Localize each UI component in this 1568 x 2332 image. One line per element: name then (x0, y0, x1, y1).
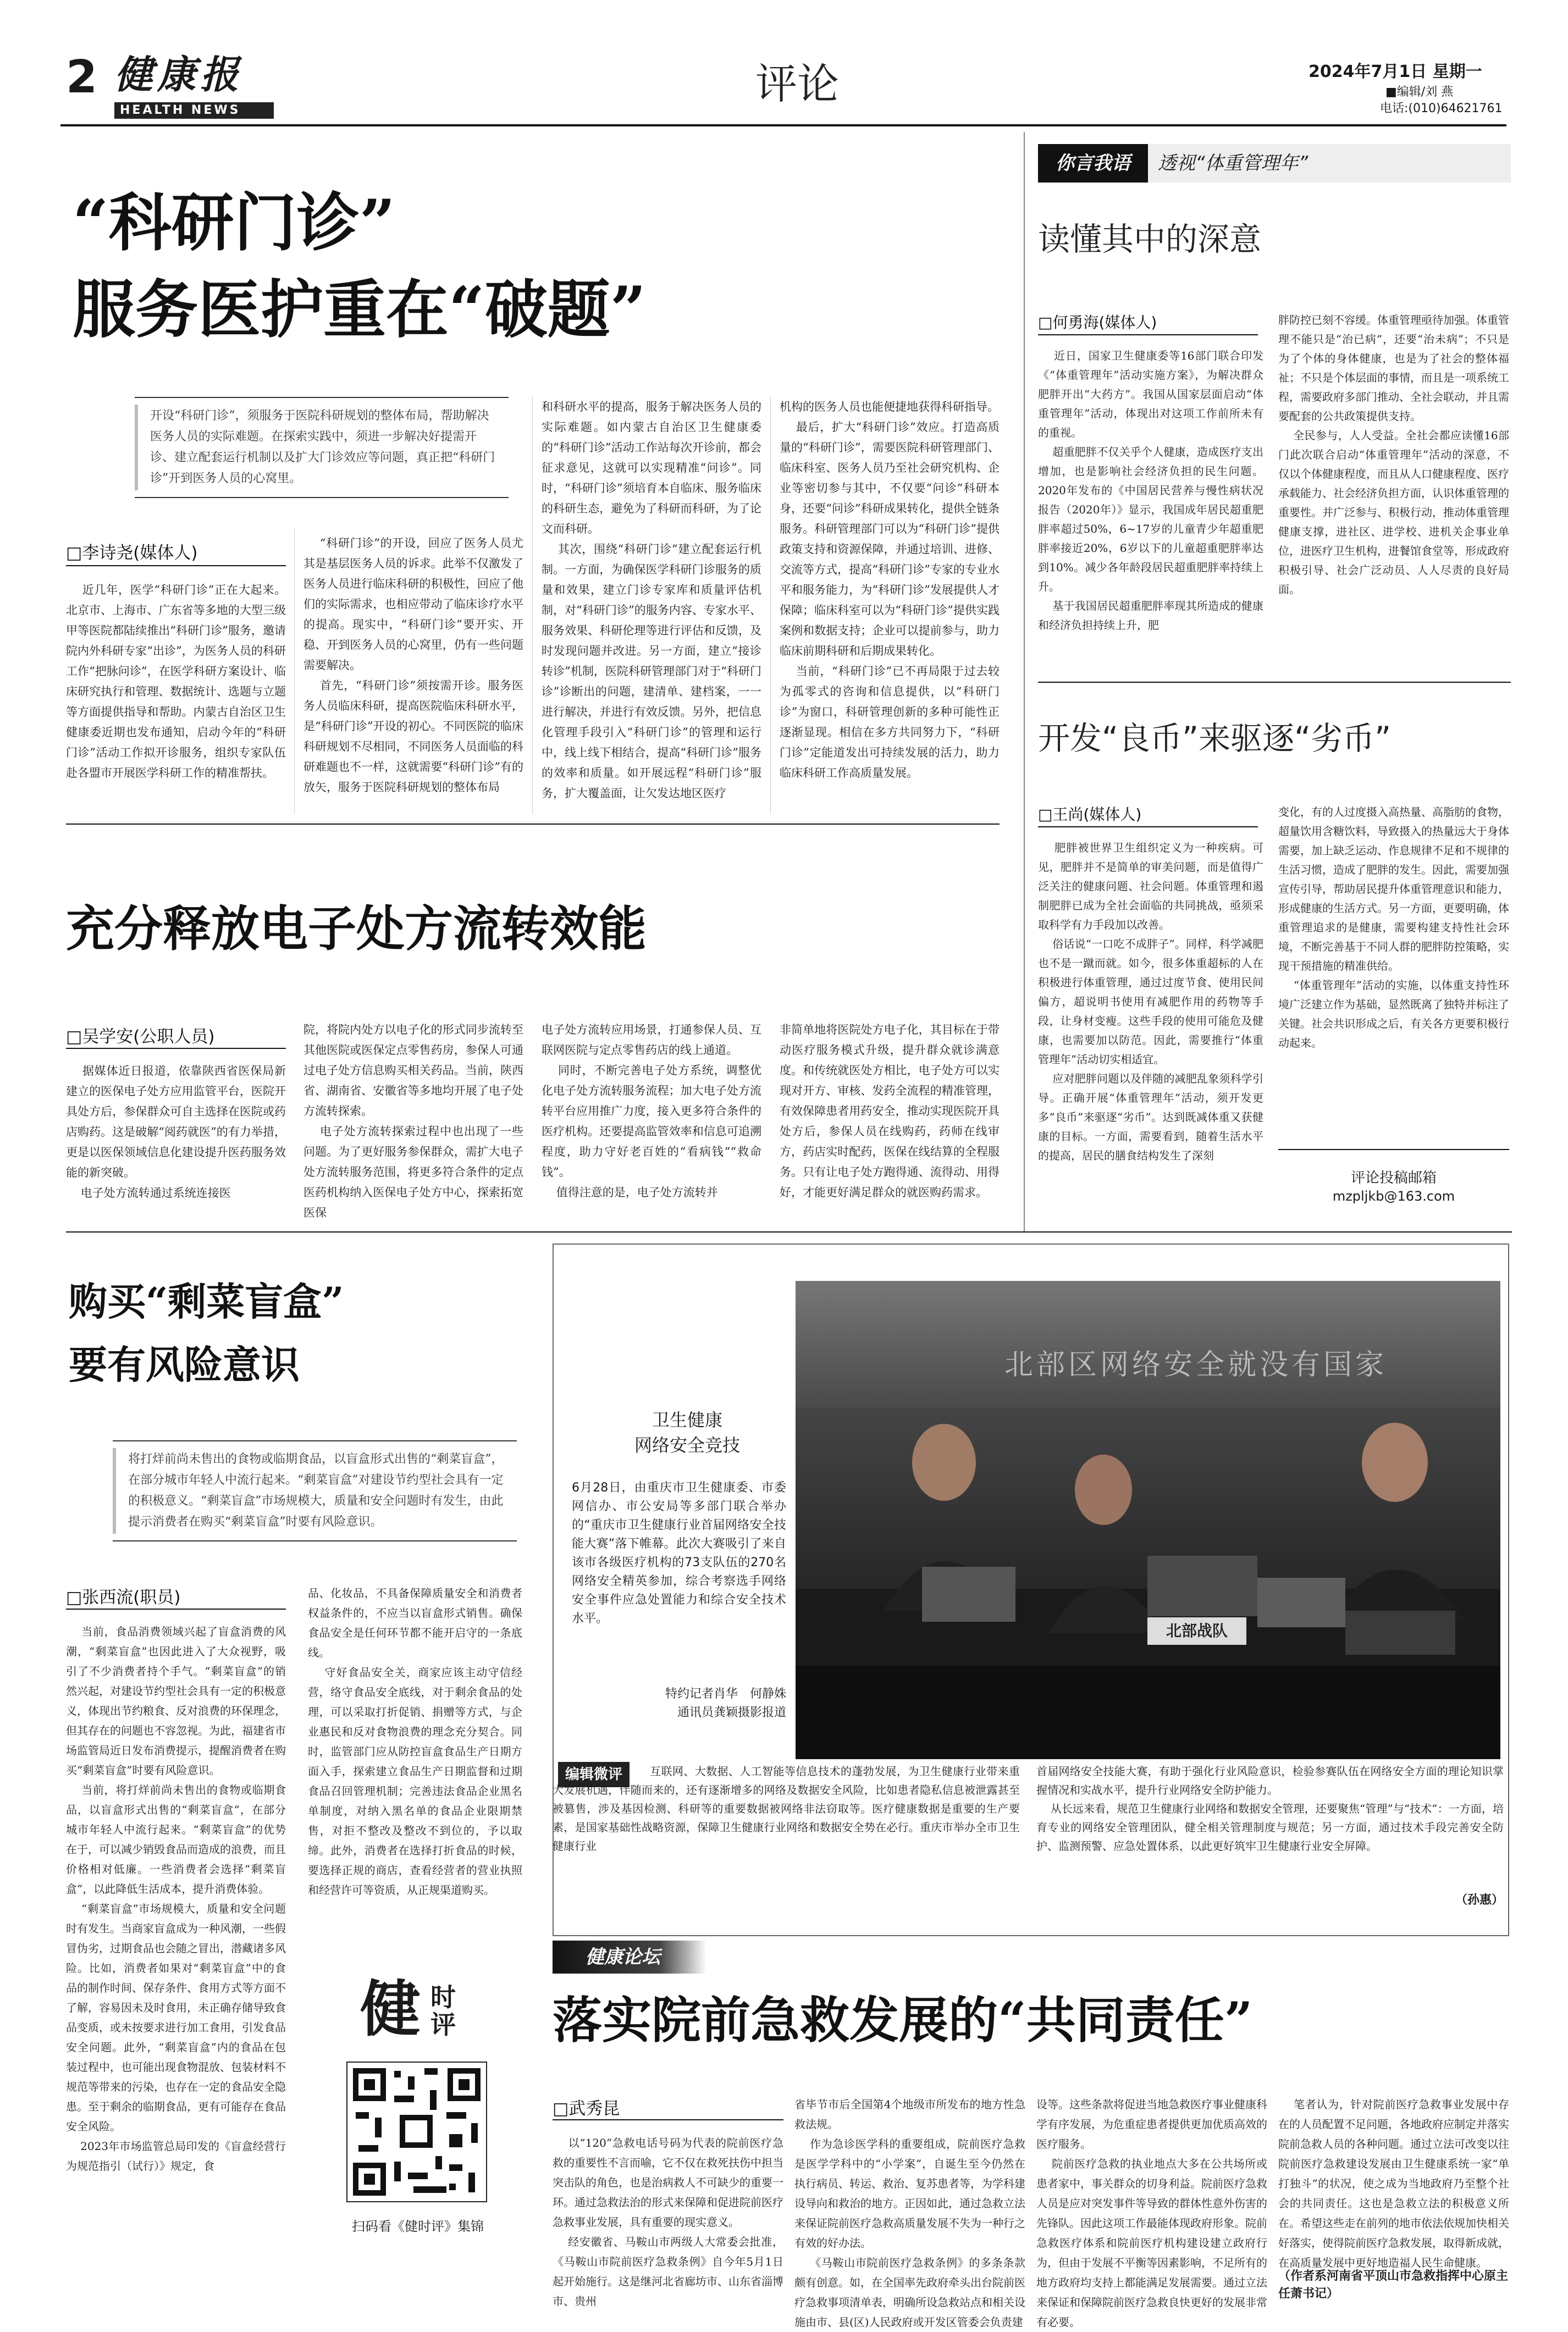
section-title: 评论 (755, 59, 839, 108)
headline-1: “科研门诊” (73, 186, 396, 259)
article-3-col-a: 近日，国家卫生健康委等16部门联合印发《“体重管理年”活动实施方案》，为解决群众肥胖开出“大药方”。我国从国家层面启动“体重管理年”活动，体现出对这项工作前所未有的重视。 超重肥胖不仅关乎个人健康，造成医疗支出增加，也是影响社会经济负担的民生问题。2020年发布的《中国居民营养与慢性病状况报告（2020年）》显示，我国成年居民超重肥胖率超过50%，6~17岁的儿童青少年超重肥胖率接近20%，6岁以下的儿童超重肥胖率达到10%。减少各年龄段居民超重肥胖率持续上升。 基于我国居民超重肥胖率现其所造成的健康和经济负担持续上升，肥 (1038, 349, 1263, 632)
banner-text: 透视“体重管理年” (1158, 152, 1308, 174)
abstract-1 (135, 397, 509, 498)
byline-rule-2 (66, 1048, 286, 1049)
badge-char: 健 (360, 1974, 421, 2044)
divider-a (294, 528, 295, 814)
masthead-logo (114, 54, 279, 119)
article-2-col-c: 电子处方流转应用场景，打通参保人员、互联网医院与定点零售药店的线上通道。 同时，不断完善电子处方系统，调整优化电子处方流转服务流程；加大电子处方流转平台应用推广力度，接入更多符合条件的医疗机构。还要提高监管效率和信息可追溯程度，助力守好老百姓的“看病钱”“救命钱”。 值得注意的是，电子处方流转并 (542, 1023, 762, 1199)
mail-label: 评论投稿邮箱 (1350, 1170, 1437, 1186)
phone: 电话:(010)64621761 (1380, 102, 1503, 115)
byline-4: □王尚(媒体人) (1038, 805, 1142, 824)
issue-date: 2024年7月1日 星期一 (1308, 62, 1482, 81)
contest-photo (796, 1281, 1500, 1759)
photo-caption-block (605, 1407, 770, 1458)
headline-4: 开发“良币”来驱逐“劣币” (1038, 720, 1392, 757)
headline-3: 读懂其中的深意 (1038, 220, 1262, 258)
qr-caption: 扫码看《健时评》集锦 (352, 2219, 484, 2234)
article-6-sign: （作者系河南省平顶山市急救指挥中心原主任萧书记） (1278, 2269, 1509, 2301)
mail-box (1278, 1149, 1509, 1215)
editors: ■编辑/刘 燕 (1385, 85, 1454, 99)
rule-2 (66, 1231, 1512, 1233)
byline-rule-5 (66, 1609, 286, 1610)
logo-cn: 健康报 (114, 52, 243, 97)
article-2-col-d: 非简单地将医院处方电子化，其目标在于带动医疗服务模式升级，提升群众就诊满意度。和传统就医处方相比，电子处方可以实现对开方、审核、发药全流程的精准管理，有效保障患者用药安全，推动实现医院开具处方后，参保人员在线购药，药师在线审方，药店实时配药，医保在线结算的全程服务。只有让电子处方跑得通、流得动、用得好，才能更好满足群众的就医购药需求。 (780, 1023, 1000, 1199)
col3-divider (1024, 132, 1025, 1231)
byline-rule-3 (1038, 334, 1258, 335)
headline-6: 落实院前急救发展的“共同责任” (553, 1991, 1253, 2049)
banner-tag: 你言我语 (1038, 144, 1148, 183)
page-number: 2 (66, 51, 98, 103)
forum-banner (1038, 144, 1511, 183)
byline-2: □吴学安(公职人员) (66, 1027, 215, 1047)
edit-note-col-b: 首届网络安全技能大赛，有助于强化行业风险意识，检验参赛队伍在网络安全方面的理论知识掌握情况和实战水平，提升行业网络安全防护能力。 从长远来看，规范卫生健康行业网络和数据安全管理，还要聚焦“管理”与“技术”：一方面，培育专业的网络安全管理团队，健全相关管理制度与规范；另一方面，通过技术手段完善安全防护、监测预警、应急处置体系，以此更好筑牢卫生健康行业安全屏障。 (1036, 1765, 1504, 1853)
abstract-5 (113, 1440, 517, 1541)
article-1-col-c: 和科研水平的提高，服务于解决医务人员的实际难题。如内蒙古自治区卫生健康委的“科研门诊”活动工作站每次开诊前，都会征求意见，这就可以实现精准“问诊”。同时，“科研门诊”须培育本自临床、服务临床的科研生态，避免为了科研而科研，为了论文而科研。 其次，围绕“科研门诊”建立配套运行机制。一方面，为确保医学科研门诊服务的质量和效果，建立门诊专家库和质量评估机制，对“科研门诊”的服务内容、专家水平、服务效果、科研伦理等进行评估和反馈，及时发现问题并改进。另一方面，建立“接诊转诊”机制，医院科研管理部门对于“科研门诊”诊断出的问题，建清单、建档案，一一进行解决，并进行有效反馈。另外，把信息化管理手段引入“科研门诊”的管理和运行中，线上线下相结合，提高“科研门诊”服务的效率和质量。如开展远程“科研门诊”服务，扩大覆盖面，让欠发达地区医疗 (542, 400, 761, 800)
byline-5: □张西流(职员) (66, 1588, 181, 1607)
byline-rule-4 (1038, 826, 1258, 827)
rule-1 (66, 824, 1000, 825)
article-6-col-d: 笔者认为，针对院前医疗急救事业发展中存在的人员配置不足问题，各地政府应制定并落实院前急救人员的各种问题。通过立法可改变以往院前医疗急救建设发展由卫生健康系统一家“单打独斗”的状况，使之成为当地政府乃至整个社会的共同责任。这也是急救立法的积极意义所在。希望这些走在前列的地市依法依规加快相关好落实，使得院前医疗急救发展，取得新成就，在高质量发展中更好地造福人民生命健康。 (1278, 2098, 1509, 2269)
byline-rule-6 (553, 2119, 783, 2120)
byline-rule-1 (66, 565, 286, 566)
divider-b (532, 396, 533, 814)
byline-3: □何勇海(媒体人) (1038, 313, 1157, 331)
logo-en: HEALTH NEWS (114, 102, 274, 119)
photo-title: 卫生健康 网络安全竞技 (634, 1410, 740, 1456)
article-4-col-b: 变化，有的人过度摄入高热量、高脂肪的食物，超量饮用含糖饮料，导致摄入的热量远大于身体需要，加上缺乏运动、作息规律不足和不规律的生活习惯，造成了肥胖的发生。因此，需要加强宣传引导，帮助居民提升体重管理意识和能力，形成健康的生活方式。另一方面，更要明确，体重管理追求的是健康，需要构建支持性社会环境，不断完善基于不同人群的肥胖防控策略，实现干预措施的精准供给。 “体重管理年”活动的实施，以体重支持性环境广泛建立作为基础，显然既离了独特并标注了关键。社会共识形成之后，有关各方更要积极行动起来。 (1278, 805, 1509, 1049)
edit-note-tag: 编辑微评 (558, 1762, 630, 1787)
qr-code[interactable] (346, 2062, 487, 2202)
edit-note-sign: （孙惠） (1455, 1893, 1504, 1907)
badge-text: 时评 (430, 1982, 456, 2040)
article-3-col-b: 胖防控已刻不容缓。体重管理亟待加强。体重管理不能只是“治已病”，还要“治未病”；不只是为了个体的身体健康，也是为了社会的整体福祉；不只是个体层面的事情，而且是一项系统工程，需要政府多部门推动、全社会联动，并且需要配套的公共政策提供支持。 全民参与，人人受益。全社会都应读懂16部门此次联合启动“体重管理年”活动的深意，不仅以个体健康程度，而且从人口健康程度、医疗承载能力、社会经济负担方面，认识体重管理的重要性。并广泛参与、积极行动，推动体重管理健康支撑，进社区、进学校、进机关企事业单位，进医疗卫生机构，进餐馆食堂等，形成政府积极引导、社会广泛动员、人人尽责的良好局面。 (1278, 313, 1509, 596)
abstract-1-text: 开设“科研门诊”，须服务于医院科研规划的整体布局，帮助解决医务人员的实际难题。在探索实践中，须进一步解决好提需开诊、建立配套运行机制以及扩大门诊效应等问题，真正把“科研门诊”开到医务人员的心窝里。 (150, 409, 495, 485)
photo-credit: 特约记者肖华 何静姝 通讯员龚颖摄影报道 (665, 1687, 786, 1720)
headline-1b: 服务医护重在“破题” (73, 273, 647, 346)
byline-6: □武秀昆 (553, 2099, 620, 2119)
byline-1: □李诗尧(媒体人) (66, 543, 198, 563)
headline-5b: 要有风险意识 (69, 1342, 300, 1388)
abstract-5-text: 将打烊前尚未售出的食物或临期食品，以盲盒形式出售的“剩菜盲盒”，在部分城市年轻人中流行起来。“剩菜盲盒”对建设节约型社会具有一定的积极意义。“剩菜盲盒”市场规模大，质量和安全问题时有发生，由此提示消费者在购买“剩菜盲盒”时要有风险意识。 (128, 1452, 504, 1529)
edit-note-col-a: 互联网、大数据、人工智能等信息技术的蓬勃发展，为卫生健康行业带来重大发展机遇，伴随而来的，还有逐渐增多的网络及数据安全风险，比如患者隐私信息被泄露甚至被篡售，涉及基因检测、科研等的重要数据被网络非法窃取等。医疗健康数据是重要的生产要素，是国家基础性战略资源，保障卫生健康行业网络和数据安全势在必行。重庆市举办全市卫生健康行业 (553, 1765, 1020, 1853)
forum-tag-text: 健康论坛 (586, 1946, 660, 1968)
screen-text: 北部区网络安全就没有国家 (1004, 1349, 1388, 1381)
team-sign: 北部战队 (1147, 1617, 1246, 1645)
mail-address[interactable]: mzpljkb@163.com (1332, 1189, 1455, 1204)
article-1-col-b: “科研门诊”的开设，回应了医务人员尤其是基层医务人员的诉求。此举不仅激发了医务人员进行临床科研的积极性，回应了他们的实际需求，也相应带动了临床诊疗水平的提高。现实中，“科研门诊”要开实、开稳、开到医务人员的心窝里，仍有一些问题需要解决。 首先，“科研门诊”须按需开诊。服务医务人员临床科研，提高医院临床科研水平，是“科研门诊”开设的初心。不同医院的临床科研规划不尽相同，不同医务人员面临的科研难题也不一样，这就需要“科研门诊”有的放矢，服务于医院科研规划的整体布局 (303, 537, 523, 794)
article-1-col-a: 近几年，医学“科研门诊”正在大起来。北京市、上海市、广东省等多地的大型三级甲等医院都陆续推出“科研门诊”服务，邀请院内外科研专家“出诊”，为医务人员的科研工作“把脉问诊”，在医学科研方案设计、临床研究执行和管理、数据统计、选题与立题等方面提供指导和帮助。内蒙古自治区卫生健康委近期也发布通知，启动今年的“科研门诊”活动工作拟开诊服务，组织专家队伍赴各盟市开展医学科研工作的精准帮扶。 (66, 583, 286, 780)
divider-c (770, 396, 771, 814)
article-5-col-b: 品、化妆品，不具备保障质量安全和消费者权益条件的，不应当以盲盒形式销售。确保食品安全是任何环节都不能开启守的一条底线。 守好食品安全关，商家应该主动守信经营，络守食品安全底线，对于剩余食品的处理，可以采取打折促销、捐赠等方式，与企业惠民和反对食物浪费的理念充分契合。同时，监管部门应从防控盲盒食品生产日期方面入手，探索建立食品生产日期监督和过期食品召回管理机制；完善违法食品企业黑名单制度，对纳入黑名单的食品企业限期禁售，对拒不整改及整改不到位的，予以取缔。此外，消费者在选择打折食品的时候，要选择正规的商店，查看经营者的营业执照和经营许可等资质，从正规渠道购买。 (308, 1587, 522, 1897)
forum-tag (553, 1941, 706, 1974)
article-6-col-b: 省毕节市后全国第4个地级市所发布的地方性急救法规。 作为急诊医学科的重要组成，院前医疗急救是医学学科中的“小学案”，自诞生至今仍然在执行病员、转运、救治、复苏患者等，为学科建设导向和救治的地方。正因如此，通过急救立法来保证院前医疗急救高质量发展不失为一种行之有效的好办法。 《马鞍山市院前医疗急救条例》的多条条款颇有创意。如，在全国率先政府牵头出台院前医疗急救事项清单表，明确所设急救站点和相关设施由市、县(区)人民政府或开发区管委会负责建 (794, 2098, 1025, 2329)
article-1-col-d: 机构的医务人员也能便捷地获得科研指导。 最后，扩大“科研门诊”效应。打造高质量的“科研门诊”，需要医院科研管理部门、临床科室、医务人员乃至社会研究机构、企业等密切参与其中，不仅要“问诊”科研本身，还要“问诊”科研成果转化，提供全链条服务。科研管理部门可以为“科研门诊”提供政策支持和资源保障，并通过培训、进修、交流等方式，提高“科研门诊”专家的专业水平和服务能力，为“科研门诊”发展提供人才保障；临床科室可以为“科研门诊”提供实践案例和数据支持；企业可以提前参与，助力临床前期科研和后期成果转化。 当前，“科研门诊”已不再局限于过去较为孤零式的咨询和信息提供，以“科研门诊”为窗口，科研管理创新的多种可能性正逐渐显现。相信在多方共同努力下，“科研门诊”定能道发出可持续发展的活力，助力临床科研工作高质量发展。 (780, 400, 1000, 780)
headline-5: 购买“剩菜盲盒” (69, 1279, 344, 1324)
rule-3 (1038, 682, 1511, 683)
article-2-col-b: 院，将院内处方以电子化的形式同步流转至其他医院或医保定点零售药房，参保人可通过电子处方信息购买相关药品。当前，陕西省、湖南省、安徽省等多地均开展了电子处方流转探索。 电子处方流转探索过程中也出现了一些问题。为了更好服务参保群众，需扩大电子处方流转服务范围，将更多符合条件的定点医药机构纳入医保电子处方中心，探索拓宽医保 (303, 1023, 524, 1219)
header-rule (60, 124, 1506, 126)
photo-caption: 6月28日，由重庆市卫生健康委、市委网信办、市公安局等多部门联合举办的“重庆市卫生健康行业首届网络安全技能大赛”落下帷幕。此次大赛吸引了来自该市各级医疗机构的73支队伍的270名网络安全精英参加，综合考察选手网络安全事件应急处置能力和综合安全技术水平。 (572, 1481, 786, 1626)
qr-pattern-icon (347, 2063, 486, 2201)
article-2-col-a: 据媒体近日报道，依靠陕西省医保局新建立的医保电子处方应用监管平台，医院开具处方后，参保群众可自主选择在医院或药店购药。这是破解“阅药就医”的有力举措，更是以医保领域信息化建设提升医药服务效能的新突破。 电子处方流转通过系统连接医 (66, 1064, 286, 1200)
article-4-col-a: 肥胖被世界卫生组织定义为一种疾病。可见，肥胖并不是简单的审美问题，而是值得广泛关注的健康问题、社会问题。体重管理和遏制肥胖已成为全社会面临的共同挑战，亟须采取科学有力手段加以改善。 俗话说“一口吃不成胖子”。同样，科学减肥也不是一蹴而就。如今，很多体重超标的人在积极进行体重管理，通过过度节食、使用民间偏方，超说明书使用有减肥作用的药物等手段，让身材变瘦。这些手段的使用可能危及健康，也需要加以防范。因此，需要推行“体重管理年”活动切实相适宜。 应对肥胖问题以及伴随的减肥乱象须科学引导。正确开展“体重管理年”活动，须开发更多“良币”来驱逐“劣币”。达到既减体重又获健康的目标。一方面，需要看到，随着生活水平的提高，居民的膳食结构发生了深刻 (1038, 841, 1263, 1162)
article-6-col-c: 设等。这些条款将促进当地急救医疗事业健康科学有序发展，为危重症患者提供更加优质高效的医疗服务。 院前医疗急救的执业地点大多在公共场所或患者家中，事关群众的切身利益。院前医疗急救人员是应对突发事件等导致的群体性意外伤害的先锋队。因此这项工作最能体现政府形象。院前急救医疗体系和院前医疗机构建设建立政府行为，但由于发展不平衡等因素影响，不足所有的地方政府均支持上都能满足发展需要。通过立法来保证和保障院前医疗急救良快更好的发展非常有必要。 (1036, 2098, 1267, 2329)
headline-2: 充分释放电子处方流转效能 (66, 900, 647, 957)
article-5-col-a: 当前，食品消费领域兴起了盲盒消费的风潮，“剩菜盲盒”也因此进入了大众视野，吸引了不少消费者持个手气。“剩菜盲盒”的销然兴起，对建设节约型社会具有一定的积极意义，体现出节约粮食、反对浪费的环保理念，但其存在的问题也不容忽视。为此，福建省市场监管局近日发布消费提示，提醒消费者在购买“剩菜盲盒”时要有风险意识。 当前，将打烊前尚未售出的食物或临期食品，以盲盒形式出售的“剩菜盲盒”，在部分城市年轻人中流行起来。“剩菜盲盒”的优势在于，可以减少销毁食品而造成的浪费，而且价格相对低廉。一些消费者会选择“剩菜盲盒”，以此降低生活成本，提升消费体验。 “剩菜盲盒”市场规模大，质量和安全问题时有发生。当商家盲盒成为一种风潮，一些假冒伪劣，过期食品也会随之冒出，潜藏诸多风险。比如，消费者如果对“剩菜盲盒”中的食品的制作时间、保存条件、食用方式等方面不了解，容易因未及时食用，未正确存储导致食品变质，或未按要求进行加工食用，引发食品安全问题。此外，“剩菜盲盒”内的食品在包装过程中，也可能出现食物混放、包装材料不规范等带来的污染，也存在一定的食品安全隐患。至于剩余的临期食品，更有可能存在食品安全风险。 2023年市场监管总局印发的《盲盒经营行为规范指引（试行）》规定，食 (66, 1625, 286, 2173)
contestants-illustration (796, 1281, 1500, 1759)
article-6-col-a: 以“120”急救电话号码为代表的院前医疗急救的重要性不言而喻，它不仅在救死扶伤中担当突击队的角色，也是治病救人不可缺少的重要一环。通过急救法治的形式来保障和促进院前医疗急救事业发展，具有重要的现实意义。 经安徽省、马鞍山市两级人大常委会批准，《马鞍山市院前医疗急救条例》自今年5月1日起开始施行。这是继河北省廊坊市、山东省淄博市、贵州 (553, 2136, 783, 2308)
jianshiping-badge (360, 1974, 492, 2045)
